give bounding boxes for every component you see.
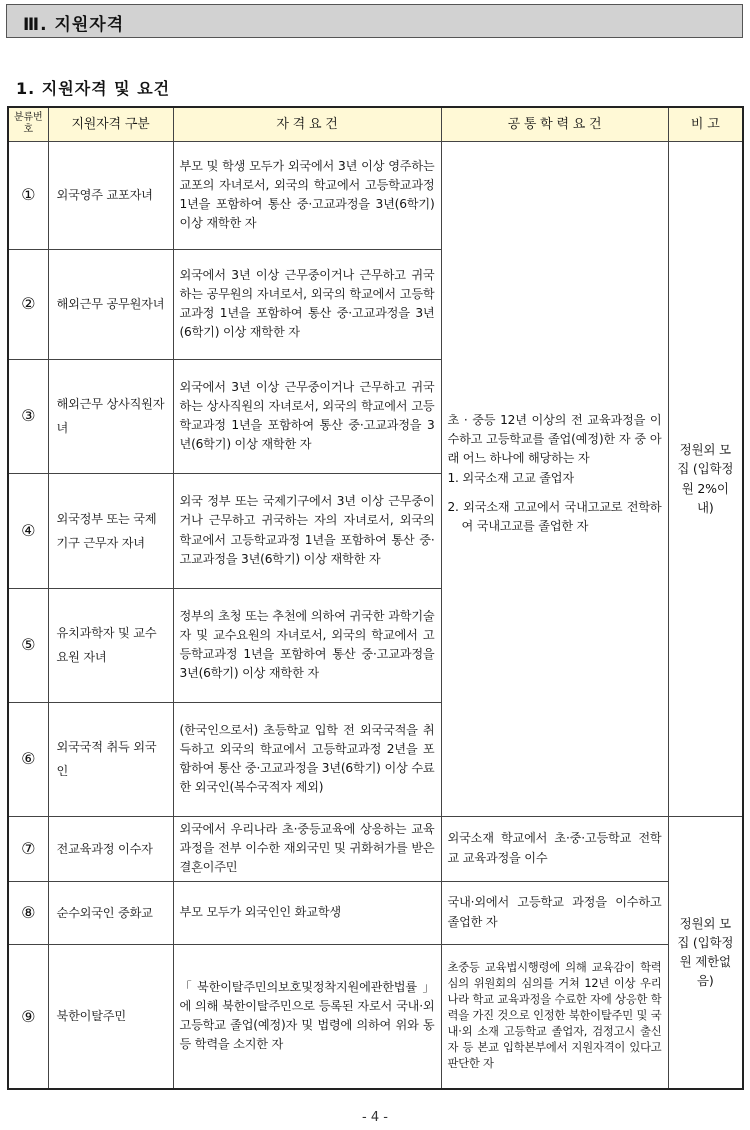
row-num: ②: [8, 249, 48, 359]
header-requirement: 자 격 요 건: [173, 107, 441, 141]
table-row: [8, 944, 743, 1089]
row-category: 북한이탈주민: [48, 944, 173, 1089]
row-category: 해외근무 공무원자녀: [48, 249, 173, 359]
row-num: ⑤: [8, 588, 48, 702]
row-category: 해외근무 상사직원자녀: [48, 359, 173, 473]
table-row: [8, 141, 743, 249]
row-num: ⑧: [8, 881, 48, 944]
page-number: - 4 -: [362, 1110, 388, 1125]
table-row: [8, 816, 743, 881]
row-num: ⑨: [8, 944, 48, 1089]
row-num: ⑦: [8, 816, 48, 881]
row-num: ⑥: [8, 702, 48, 816]
row-category: 외국영주 교포자녀: [48, 141, 173, 249]
common-intro: 초 · 중등 12년 이상의 전 교육과정을 이수하고 고등학교를 졸업(예정)한 자 중 아래 어느 하나에 해당하는 자: [447, 412, 662, 466]
note-quota-group1: 정원외 모집 (입학정원 2%이내): [668, 141, 743, 816]
common-item-1: 1. 외국소재 고교 졸업자: [447, 470, 574, 485]
row-requirement: 부모 및 학생 모두가 외국에서 3년 이상 영주하는 교포의 자녀로서, 외국의 학교에서 고등학교과정 1년을 포함하여 통산 중·고교과정을 3년(6학기) 이상 재학한 자: [173, 141, 441, 249]
row-requirement: 정부의 초청 또는 추천에 의하여 귀국한 과학기술자 및 교수요원의 자녀로서, 외국의 학교에서 고등학교과정 1년을 포함하여 통산 중·고교과정을 3년(6학기) 이상 재학한 자: [173, 588, 441, 702]
row-category: 외국정부 또는 국제기구 근무자 자녀: [48, 473, 173, 588]
section-header: [6, 4, 743, 38]
subsection-title: 1. 지원자격 및 요건: [16, 79, 171, 98]
row-num: ④: [8, 473, 48, 588]
row-requirement: 부모 모두가 외국인인 화교학생: [173, 881, 441, 944]
row-requirement: (한국인으로서) 초등학교 입학 전 외국국적을 취득하고 외국의 학교에서 고등학교과정 2년을 포함하여 통산 중·고교과정을 3년(6학기) 이상 수료한 외국인(복수국적자 제외): [173, 702, 441, 816]
section-title: Ⅲ. 지원자격: [23, 15, 125, 35]
row-num: ③: [8, 359, 48, 473]
row-requirement: 외국 정부 또는 국제기구에서 3년 이상 근무중이거나 근무하고 귀국하는 자의 자녀로서, 외국의 학교에서 고등학교과정 1년을 포함하여 통산 중·고교과정을 3년(6학기) 이상 재학한 자: [173, 473, 441, 588]
common-requirement-group: [441, 141, 668, 816]
row-common: 국내·외에서 고등학교 과정을 이수하고 졸업한 자: [441, 881, 668, 944]
row-requirement: 「북한이탈주민의보호및정착지원에관한법률」에 의해 북한이탈주민으로 등록된 자로서 국내·외 고등학교 졸업(예정)자 및 법령에 의하여 위와 동등 학력을 소지한 자: [173, 944, 441, 1089]
row-category: 순수외국인 중화교: [48, 881, 173, 944]
row-category: 전교육과정 이수자: [48, 816, 173, 881]
note-quota-group2: 정원외 모집 (입학정원 제한없음): [668, 816, 743, 1089]
row-common: 초중등 교육법시행령에 의해 교육감이 학력심의 위원회의 심의를 거쳐 12년 이상 우리나라 학교 교육과정을 수료한 자에 상응한 학력을 가진 것으로 인정한 북한이탈주민 및 국내·외 소재 고등학교 졸업자, 검정고시 출신자 등 본교 입학본부에서 지원자격이 있다고 판단한 자: [441, 944, 668, 1089]
table-row: [8, 881, 743, 944]
common-item-2: 2. 외국소재 고교에서 국내고교로 전학하여 국내고교를 졸업한 자: [447, 499, 662, 533]
eligibility-table: [7, 106, 744, 1090]
header-common: 공 통 학 력 요 건: [441, 107, 668, 141]
row-num: ①: [8, 141, 48, 249]
row-requirement: 외국에서 우리나라 초·중등교육에 상응하는 교육과정을 전부 이수한 재외국민 및 귀화허가를 받은 결혼이주민: [173, 816, 441, 881]
row-requirement: 외국에서 3년 이상 근무중이거나 근무하고 귀국하는 상사직원의 자녀로서, 외국의 학교에서 고등학교과정 1년을 포함하여 통산 중·고교과정을 3년(6학기) 이상 재학한 자: [173, 359, 441, 473]
row-category: 유치과학자 및 교수요원 자녀: [48, 588, 173, 702]
header-num: 분류번호: [8, 107, 48, 141]
row-requirement: 외국에서 3년 이상 근무중이거나 근무하고 귀국하는 공무원의 자녀로서, 외국의 학교에서 고등학교과정 1년을 포함하여 통산 중·고교과정을 3년(6학기) 이상 재학한 자: [173, 249, 441, 359]
row-common: 외국소재 학교에서 초·중·고등학교 전학교 교육과정을 이수: [441, 816, 668, 881]
table-header-row: [8, 107, 743, 141]
row-category: 외국국적 취득 외국인: [48, 702, 173, 816]
header-category: 지원자격 구분: [48, 107, 173, 141]
header-note: 비 고: [668, 107, 743, 141]
